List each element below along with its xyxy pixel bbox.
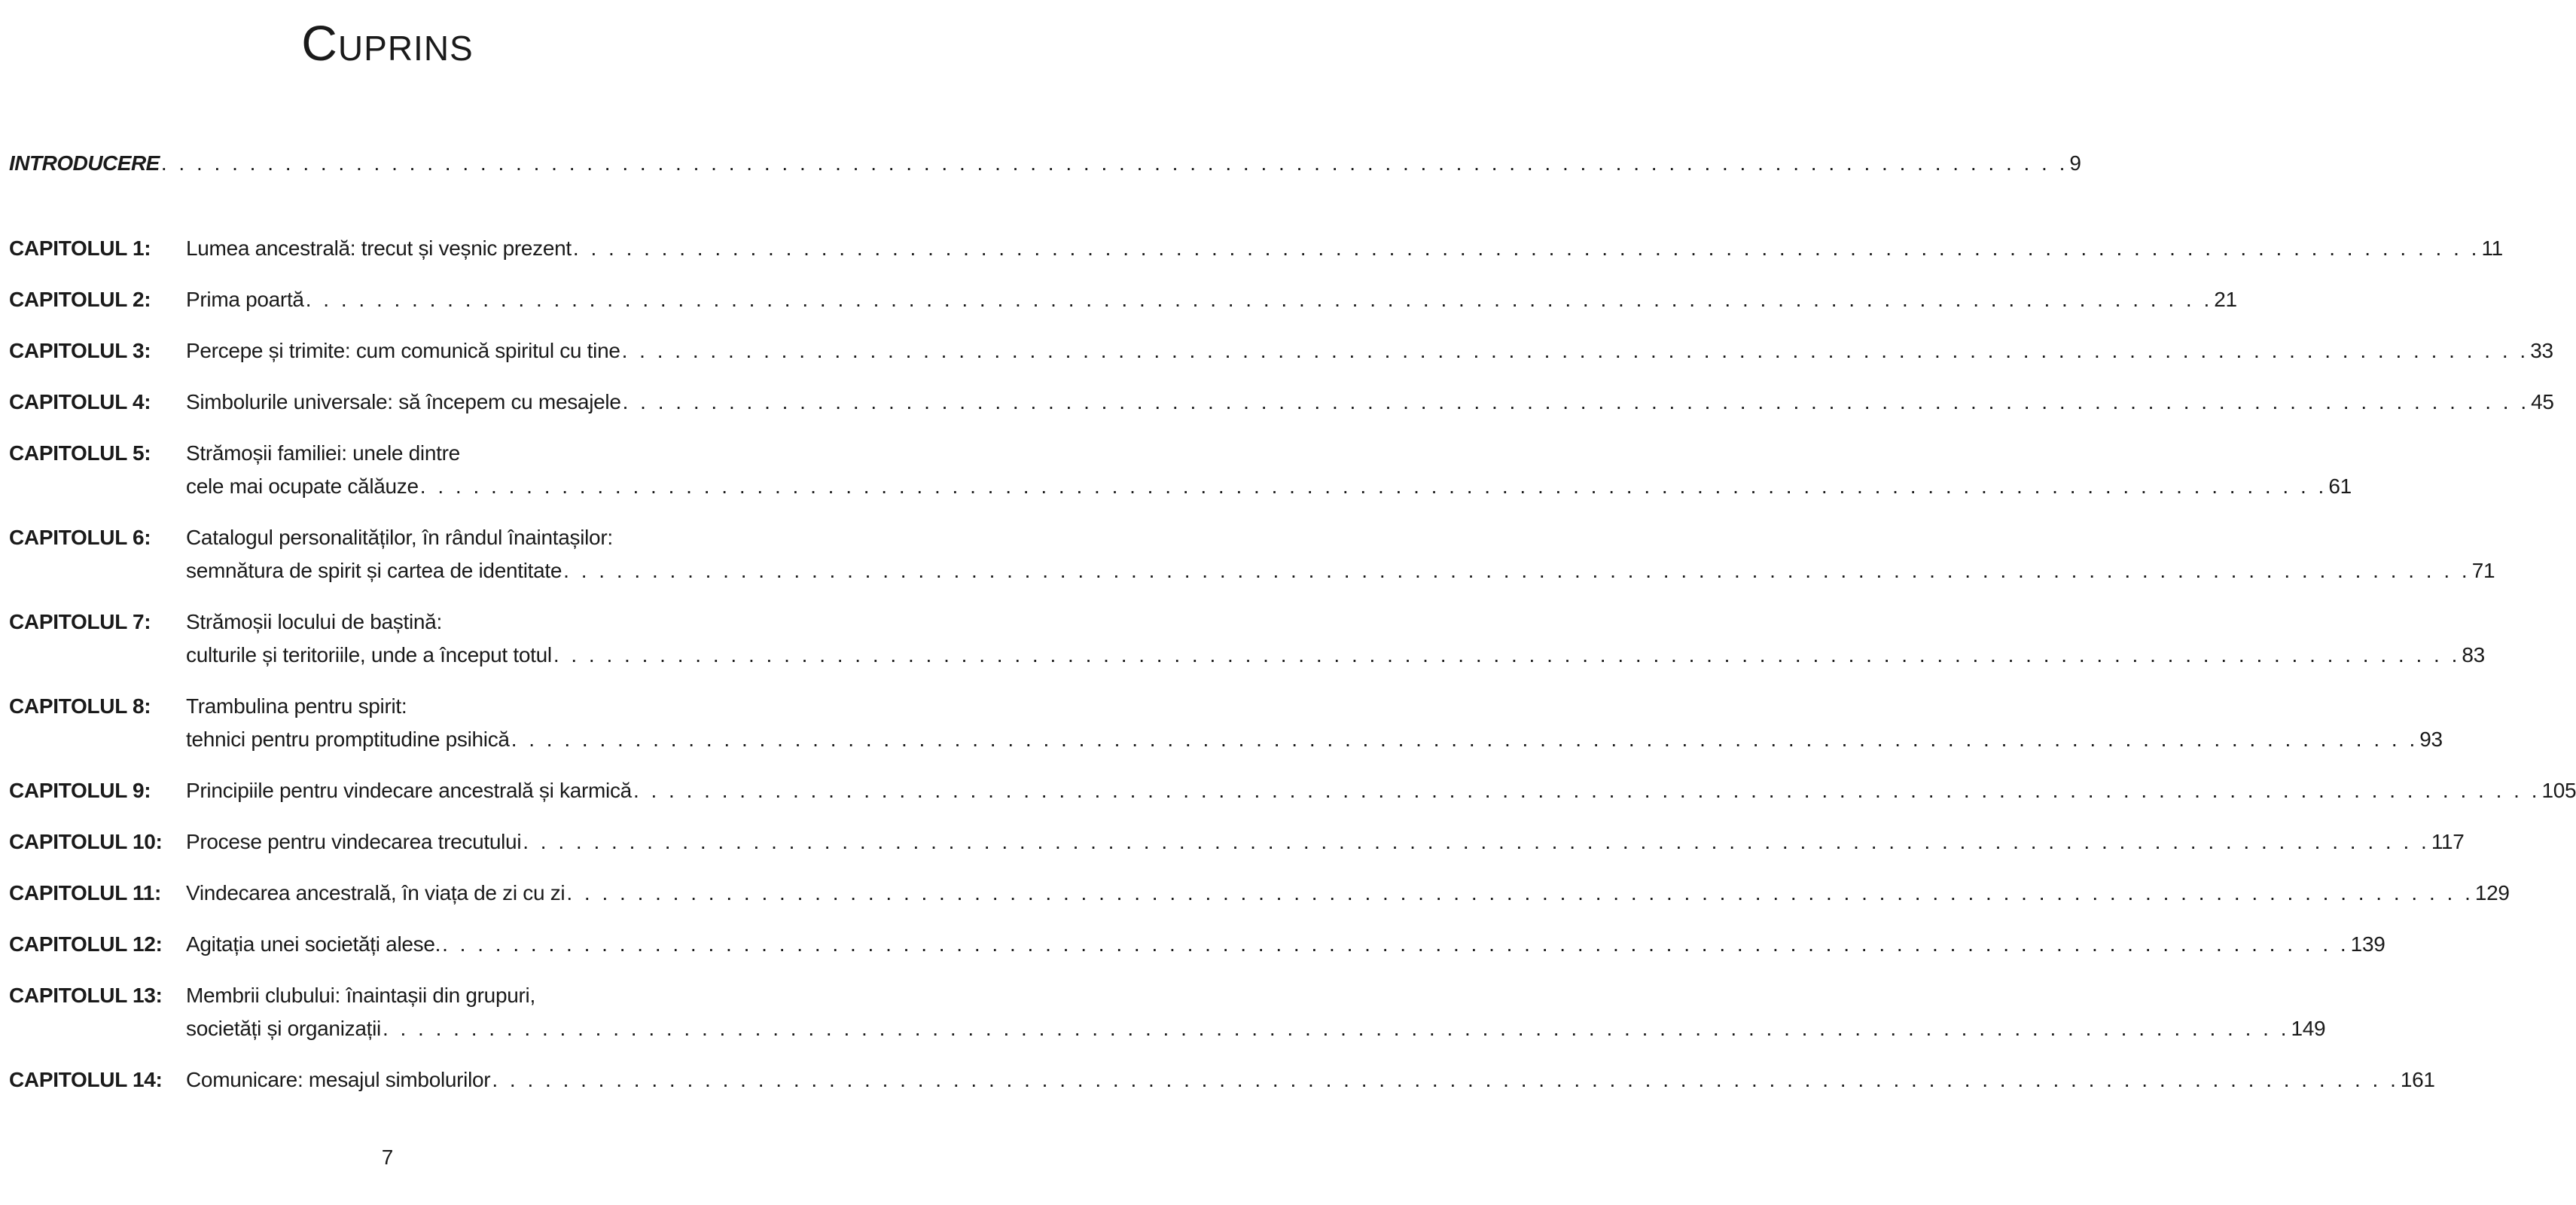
- chapter-title: semnătura de spirit și cartea de identitate: [186, 559, 562, 582]
- chapter-title: Lumea ancestrală: trecut și veșnic prezent: [186, 236, 572, 260]
- chapter-label: CAPITOLUL 10:: [9, 830, 163, 853]
- toc-entry-chapter-3[interactable]: [9, 334, 2553, 368]
- chapter-page-number: 33: [2530, 339, 2553, 362]
- chapter-title-line-1: Strămoșii familiei: unele dintre: [186, 441, 460, 465]
- chapter-title: cele mai ocupate călăuze: [186, 474, 419, 498]
- chapter-page-number: 83: [2462, 643, 2485, 667]
- page-title: Cuprins: [301, 15, 474, 71]
- chapter-title: Comunicare: mesajul simbolurilor: [186, 1068, 491, 1091]
- chapter-page-number: 45: [2531, 390, 2554, 413]
- chapter-title: Vindecarea ancestrală, în viața de zi cu zi: [186, 881, 566, 905]
- dot-leader: [523, 825, 2430, 859]
- chapter-page-number: 161: [2400, 1068, 2435, 1091]
- chapter-label: CAPITOLUL 7:: [9, 610, 151, 633]
- dot-leader: [511, 723, 2419, 756]
- toc-entry-chapter-11[interactable]: [9, 877, 2510, 910]
- dot-leader: [420, 470, 2328, 503]
- chapter-label: CAPITOLUL 2:: [9, 288, 151, 311]
- chapter-title: Principiile pentru vindecare ancestrală și karmică: [186, 779, 632, 802]
- chapter-title: Prima poartă: [186, 288, 304, 311]
- dot-leader: [161, 148, 2068, 179]
- toc-page-number: 9: [2069, 151, 2081, 175]
- toc-entry-chapter-7[interactable]: [9, 606, 2485, 672]
- dot-leader: [566, 877, 2474, 910]
- chapter-label: CAPITOLUL 11:: [9, 881, 161, 905]
- chapter-title-line-1: Membrii clubului: înaintașii din grupuri,: [186, 984, 535, 1007]
- toc-entry-chapter-13[interactable]: [9, 979, 2326, 1045]
- dot-leader: [492, 1063, 2399, 1097]
- chapter-title: Agitația unei societăți alese.: [186, 932, 441, 956]
- page-number: 7: [381, 1146, 394, 1169]
- chapter-page-number: 21: [2214, 288, 2237, 311]
- chapter-title-line-1: Catalogul personalităților, în rândul înaintașilor:: [186, 526, 613, 549]
- chapter-label: CAPITOLUL 6:: [9, 526, 151, 549]
- toc-entry-chapter-5[interactable]: [9, 437, 2352, 503]
- chapter-label: CAPITOLUL 9:: [9, 779, 151, 802]
- toc-entry-chapter-4[interactable]: [9, 386, 2554, 419]
- chapter-label: CAPITOLUL 4:: [9, 390, 151, 413]
- chapter-page-number: 139: [2350, 932, 2385, 956]
- toc-entry-chapter-1[interactable]: [9, 232, 2503, 265]
- toc-entry-chapter-2[interactable]: [9, 283, 2237, 316]
- dot-leader: [563, 554, 2471, 587]
- dot-leader: [306, 283, 2213, 316]
- chapter-title-line-1: Trambulina pentru spirit:: [186, 694, 407, 718]
- toc-entry-chapter-12[interactable]: [9, 928, 2385, 961]
- chapter-title: Procese pentru vindecarea trecutului: [186, 830, 522, 853]
- chapter-title: tehnici pentru promptitudine psihică: [186, 728, 510, 751]
- toc-entry-chapter-9[interactable]: [9, 774, 2576, 807]
- dot-leader: [383, 1012, 2290, 1045]
- dot-leader: [623, 386, 2530, 419]
- chapter-label: CAPITOLUL 12:: [9, 932, 163, 956]
- toc-entry-chapter-10[interactable]: [9, 825, 2465, 859]
- chapter-page-number: 71: [2471, 559, 2495, 582]
- chapter-label: CAPITOLUL 8:: [9, 694, 151, 718]
- chapter-label: CAPITOLUL 3:: [9, 339, 151, 362]
- chapter-title: Simbolurile universale: să începem cu mesajele: [186, 390, 621, 413]
- toc-entry-chapter-8[interactable]: [9, 690, 2443, 756]
- chapter-label: CAPITOLUL 1:: [9, 236, 151, 260]
- chapter-page-number: 11: [2481, 236, 2503, 260]
- dot-leader: [442, 928, 2349, 961]
- chapter-label: CAPITOLUL 5:: [9, 441, 151, 465]
- chapter-title-line-1: Strămoșii locului de baștină:: [186, 610, 442, 633]
- chapter-page-number: 61: [2328, 474, 2352, 498]
- chapter-label: CAPITOLUL 13:: [9, 984, 163, 1007]
- dot-leader: [633, 774, 2541, 807]
- dot-leader: [573, 232, 2480, 265]
- chapter-title: Percepe și trimite: cum comunică spiritul cu tine: [186, 339, 620, 362]
- chapter-page-number: 149: [2291, 1017, 2326, 1040]
- chapter-page-number: 105: [2541, 779, 2576, 802]
- chapter-title: culturile și teritoriile, unde a început totul: [186, 643, 552, 667]
- dot-leader: [553, 639, 2461, 672]
- chapter-label: CAPITOLUL 14:: [9, 1068, 163, 1091]
- toc-entry-chapter-6[interactable]: [9, 521, 2495, 587]
- chapter-page-number: 93: [2419, 728, 2443, 751]
- chapter-page-number: 129: [2474, 881, 2510, 905]
- dot-leader: [622, 334, 2529, 368]
- chapter-page-number: 117: [2431, 830, 2465, 853]
- toc-entry-label: INTRODUCERE: [9, 151, 160, 175]
- toc-entry-chapter-14[interactable]: [9, 1063, 2435, 1097]
- toc-entry-introducere[interactable]: [9, 148, 2081, 179]
- chapter-title: societăți și organizații: [186, 1017, 381, 1040]
